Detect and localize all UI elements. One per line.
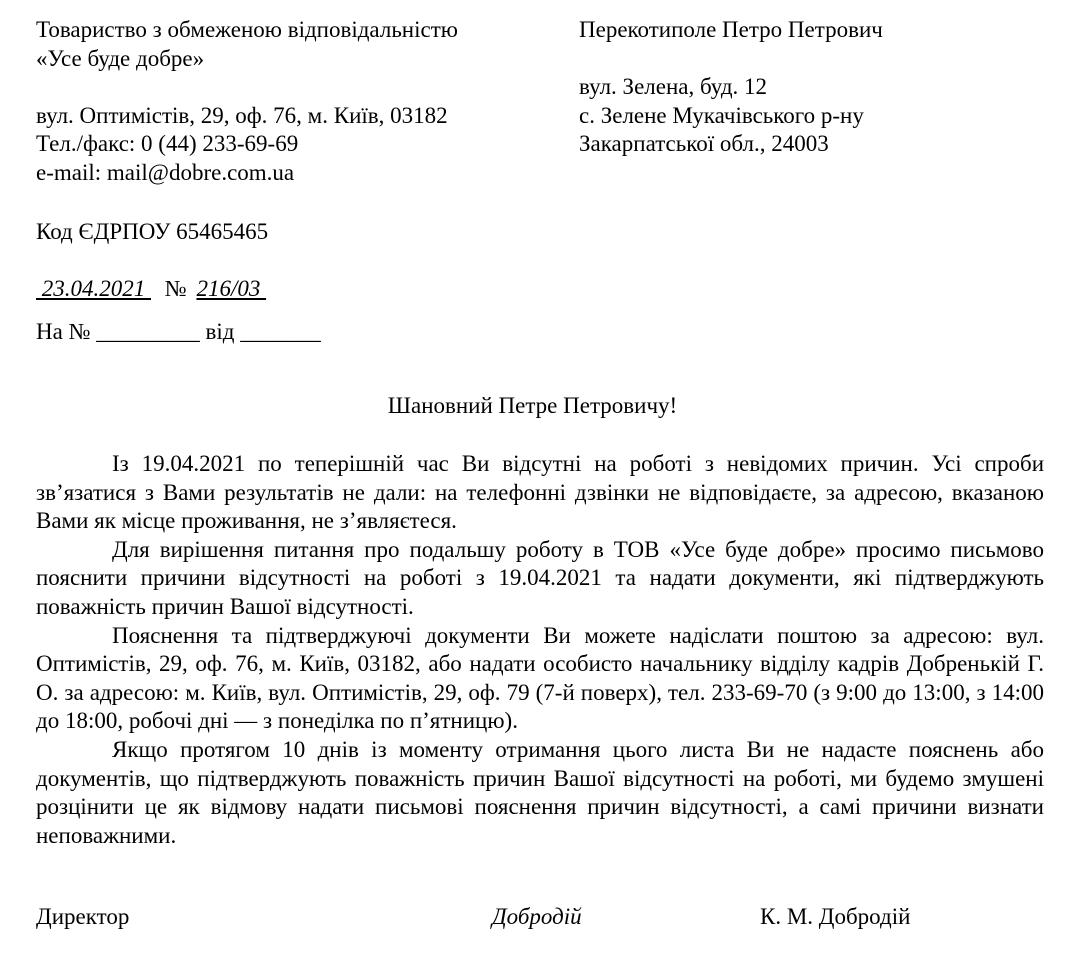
outgoing-reference xyxy=(36,275,266,303)
recipient-name: Перекотиполе Петро Петрович xyxy=(579,17,883,42)
sender-org-name: Товариство з обмеженою відповідальністю xyxy=(36,17,458,42)
paragraph: Якщо протягом 10 днів із моменту отримання цього листа Ви не надасте пояснень або документів, що підтверджують поважність причин Вашої відсутності на роботі, ми будемо змушені розцінити це як відмову надати письмові пояснення причин відсутності, а самі причини визнати неповажними. xyxy=(36,736,1044,848)
sender-phone: Тел./факс: 0 (44) 233-69-69 xyxy=(36,131,299,157)
sender-email: e-mail: mail@dobre.com.ua xyxy=(36,159,295,185)
spacer xyxy=(579,45,883,74)
recipient-region: Закарпатської обл., 24003 xyxy=(579,131,829,157)
paragraph: Із 19.04.2021 по теперішній час Ви відсутні на роботі з невідомих причин. Усі спроби зв’язатися з Вами результатів не дали: на телефонні дзвінки не відповідаєте, за адресою, вказаною Вами як місце проживання, не з’являєтеся. xyxy=(36,451,1044,534)
incoming-reference xyxy=(36,318,321,346)
paragraph: Для вирішення питання про подальшу роботу в ТОВ «Усе буде добре» просимо письмово пояснити причини відсутності на роботі з 19.04.2021 та надати документи, які підтверджують поважність причин Вашої відсутності. xyxy=(36,536,1044,619)
incoming-number-blank: _________ xyxy=(96,319,200,344)
sender-block xyxy=(36,16,458,188)
outgoing-date: 23.04.2021 xyxy=(36,276,151,301)
sender-org-name-quoted: «Усе буде добре» xyxy=(36,45,205,71)
incoming-date-blank: _______ xyxy=(240,319,321,344)
recipient-street: вул. Зелена, буд. 12 xyxy=(579,74,768,100)
paragraph: Пояснення та підтверджуючі документи Ви можете надіслати поштою за адресою: вул. Оптимістів, 29, оф. 76, м. Київ, 03182, або надати особисто начальнику відділу кадрів Добренькій Г. О. за адресою: м. Київ, вул. Оптимістів, 29, оф. 79 (7-й поверх), тел. 233-69-70 (з 9:00 до 13:00, з 14:00 до 18:00, робочі дні — з понеділка по п’ятницю). xyxy=(36,622,1044,734)
signatory-title: Директор xyxy=(36,904,130,929)
number-sign: № xyxy=(164,276,187,301)
recipient-block xyxy=(579,16,883,159)
recipient-village: с. Зелене Мукачівського р-ну xyxy=(579,102,864,128)
incoming-from-label: від xyxy=(205,319,235,344)
salutation: Шановний Петре Петровичу! xyxy=(387,393,678,418)
incoming-prefix: На № xyxy=(36,319,91,344)
letter-body xyxy=(36,450,1044,850)
handwritten-signature: Добродій xyxy=(492,904,582,929)
signature-row xyxy=(0,903,1065,933)
outgoing-number: 216/03 xyxy=(196,276,267,301)
sender-address: вул. Оптимістів, 29, оф. 76, м. Київ, 03182 xyxy=(36,102,448,128)
spacer xyxy=(36,73,458,102)
sender-edrpou: Код ЄДРПОУ 65465465 xyxy=(36,219,269,244)
signatory-name: К. М. Добродій xyxy=(760,904,911,929)
